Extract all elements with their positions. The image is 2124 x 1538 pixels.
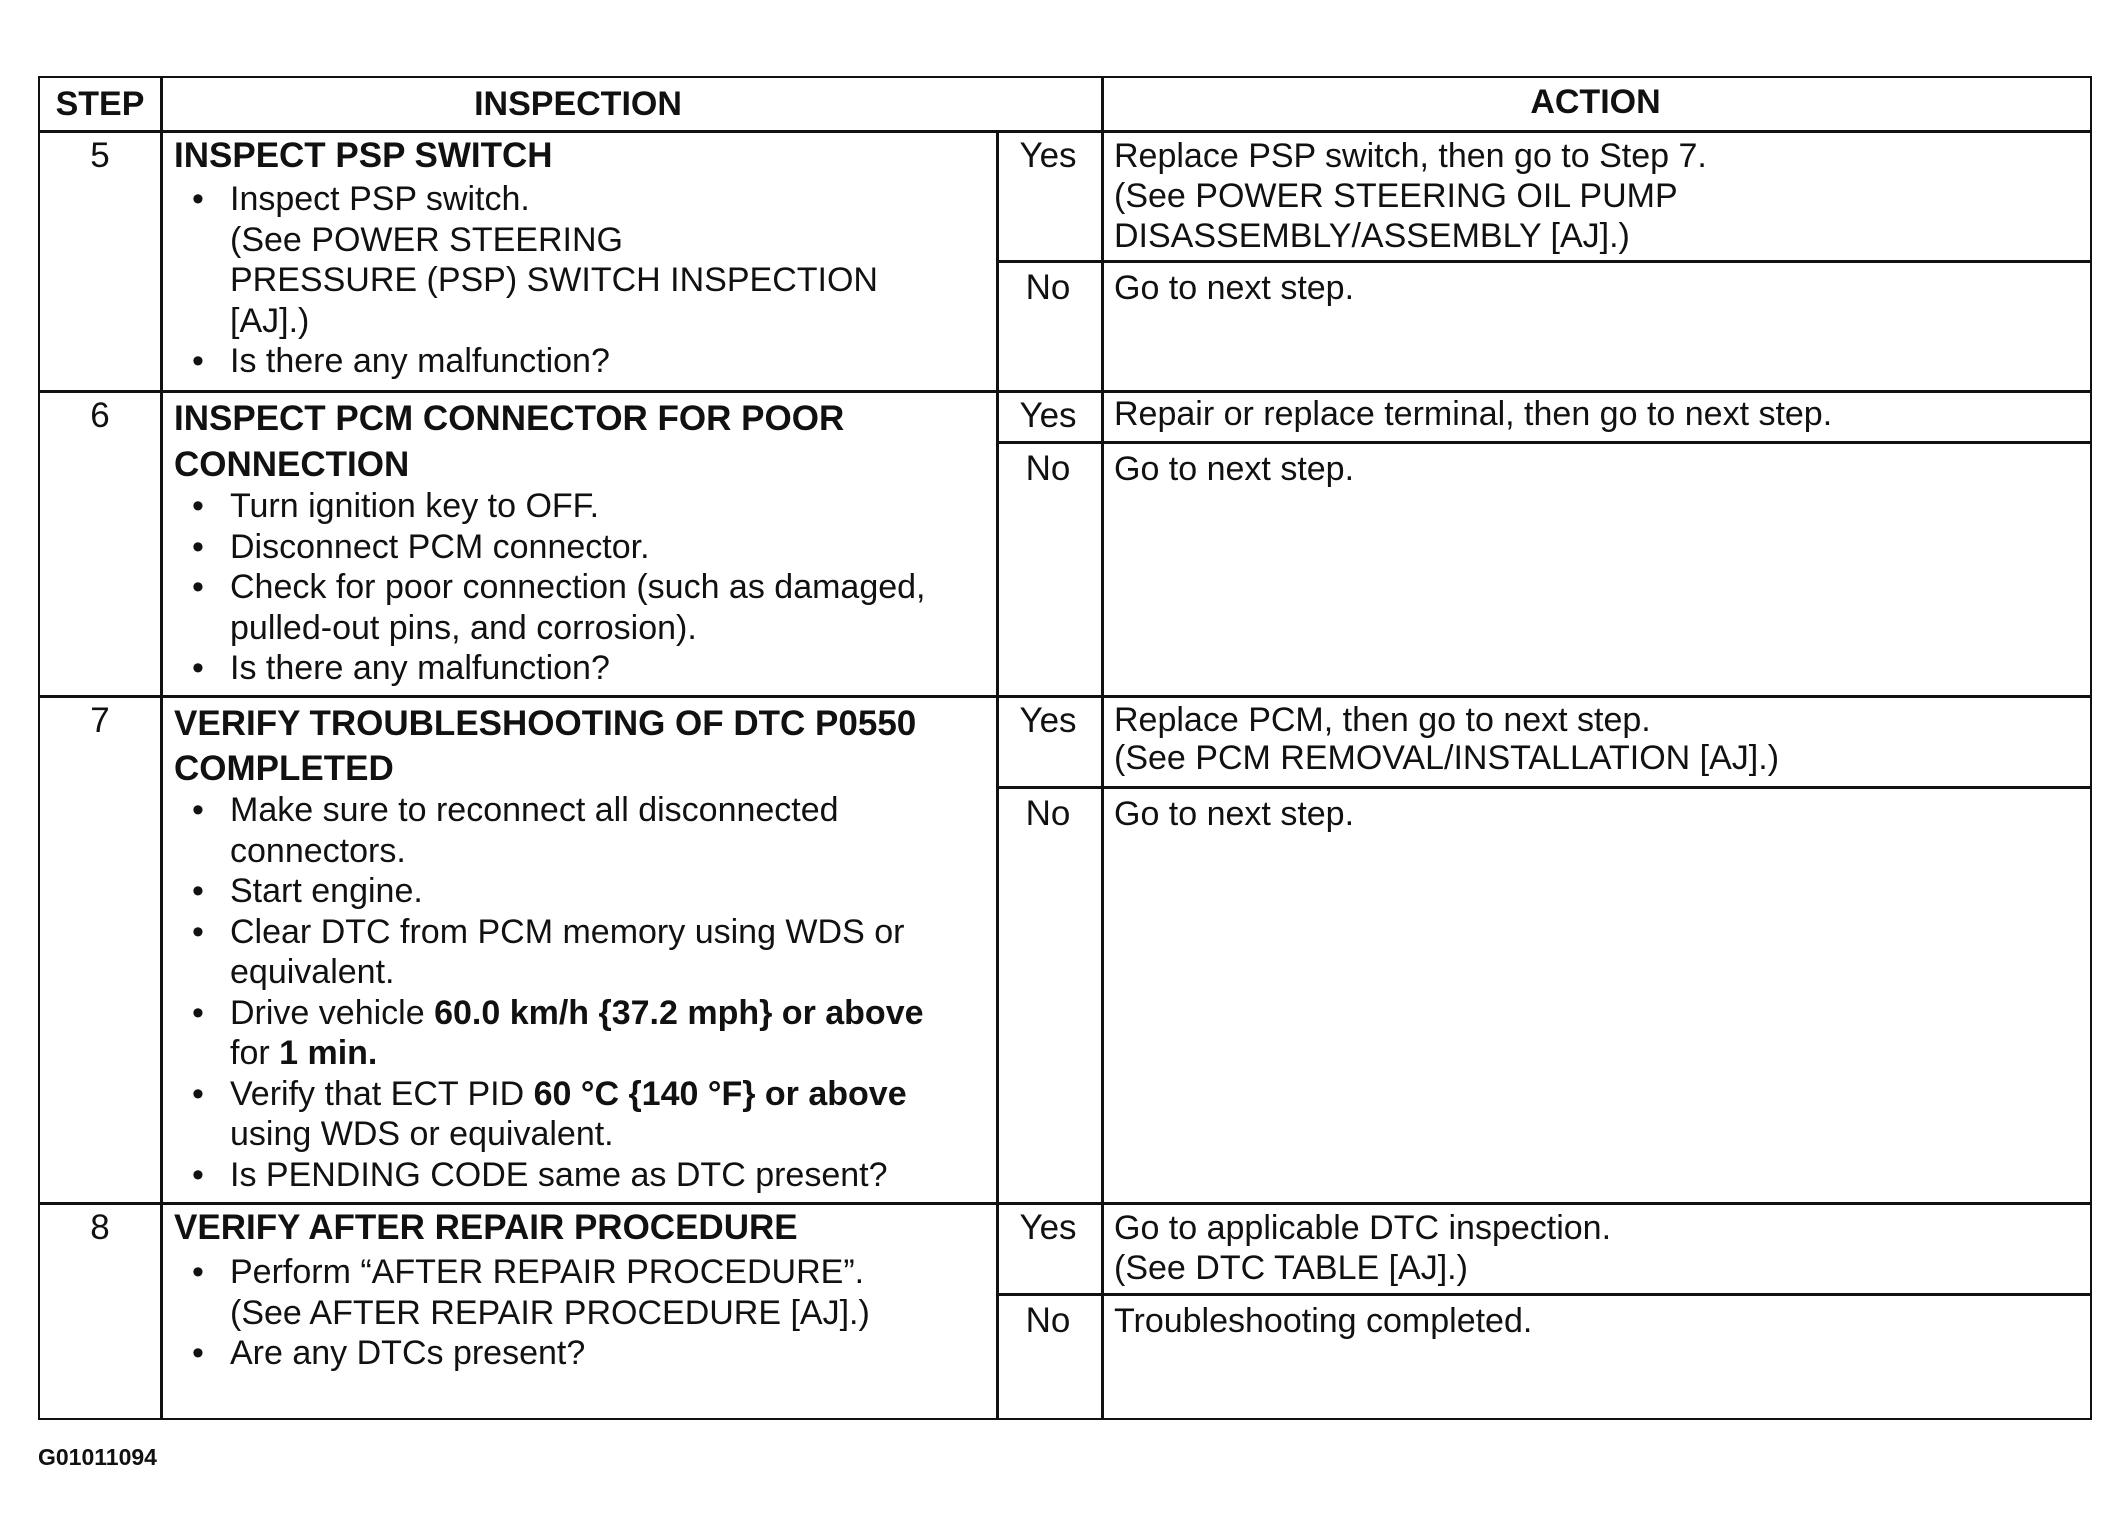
action-line: (See PCM REMOVAL/INSTALLATION [AJ].): [1114, 739, 1780, 777]
bullet-continuation: (See AFTER REPAIR PROCEDURE [AJ].): [230, 1293, 870, 1332]
action-line: Go to next step.: [1114, 269, 1355, 307]
action-line: (See POWER STEERING OIL PUMP: [1114, 177, 1678, 215]
step-number: 5: [90, 136, 110, 175]
step-bullets: [174, 1252, 870, 1374]
yes-action: [1114, 394, 1832, 434]
bullet-continuation: pulled-out pins, and corrosion).: [230, 608, 697, 647]
row5-yesno-divider: [996, 260, 2090, 263]
bullet-text: Verify that ECT PID: [230, 1074, 534, 1113]
action-line: (See DTC TABLE [AJ].): [1114, 1249, 1468, 1287]
action-line: Go to next step.: [1114, 795, 1355, 833]
step-title-line: VERIFY TROUBLESHOOTING OF DTC P0550: [174, 704, 917, 743]
yes-label: Yes: [1019, 1208, 1077, 1247]
bullet-item: • Perform “AFTER REPAIR PROCEDURE”.: [174, 1252, 870, 1293]
bullet-item: • Disconnect PCM connector.: [174, 527, 926, 568]
no-label: No: [1025, 794, 1071, 833]
action-line: Go to next step.: [1114, 450, 1355, 488]
action-line: Repair or replace terminal, then go to next step.: [1114, 395, 1833, 433]
step-number: 7: [90, 701, 110, 740]
step-title-line: INSPECT PCM CONNECTOR FOR POOR: [174, 399, 845, 438]
header-inspection: INSPECTION: [474, 85, 682, 123]
step-title: [174, 701, 916, 791]
bullet-item: • Is there any malfunction?: [174, 648, 926, 689]
no-action: [1114, 794, 1354, 834]
header-divider: [40, 130, 2090, 133]
bullet-item: [174, 1074, 924, 1115]
action-line: Replace PCM, then go to next step.: [1114, 701, 1651, 739]
step-bullets: [174, 486, 926, 689]
action-line: Go to applicable DTC inspection.: [1114, 1209, 1612, 1247]
step-bullets: [174, 179, 878, 382]
col-divider-step: [160, 78, 163, 1418]
bullet-continuation: connectors.: [230, 831, 406, 870]
no-label: No: [1025, 449, 1071, 488]
row6-divider: [40, 695, 2090, 698]
bullet-bold-text: 60.0 km/h {37.2 mph} or above: [434, 993, 924, 1032]
yes-label: Yes: [1019, 396, 1077, 435]
step-number: 6: [90, 396, 110, 435]
yes-action: [1114, 136, 1707, 256]
bullet-item: • Is PENDING CODE same as DTC present?: [174, 1155, 924, 1196]
bullet-continuation: using WDS or equivalent.: [230, 1115, 614, 1153]
bullet-item: • Clear DTC from PCM memory using WDS or: [174, 912, 924, 953]
bullet-item: • Check for poor connection (such as damaged,: [174, 567, 926, 608]
bullet-item: • Turn ignition key to OFF.: [174, 486, 926, 527]
row5-divider: [40, 390, 2090, 393]
bullet-continuation: (See POWER STEERING: [230, 220, 623, 259]
yes-action: [1114, 701, 1779, 777]
bullet-item: • Make sure to reconnect all disconnected: [174, 790, 924, 831]
figure-id: G01011094: [38, 1444, 157, 1470]
no-action: [1114, 1301, 1532, 1341]
bullet-item: [174, 993, 924, 1034]
action-line: Troubleshooting completed.: [1114, 1302, 1533, 1340]
action-line: DISASSEMBLY/ASSEMBLY [AJ].): [1114, 217, 1630, 255]
bullet-bold-text: 60 °C {140 °F} or above: [533, 1074, 907, 1113]
bullet-continuation: equivalent.: [230, 953, 395, 991]
no-label: No: [1025, 1301, 1071, 1340]
step-number: 8: [90, 1208, 110, 1247]
row8-yesno-divider: [996, 1293, 2090, 1296]
row7-divider: [40, 1202, 2090, 1205]
yes-label: Yes: [1019, 701, 1077, 740]
bullet-continuation: PRESSURE (PSP) SWITCH INSPECTION: [230, 261, 878, 299]
troubleshooting-table: [38, 76, 2092, 1420]
step-title: VERIFY AFTER REPAIR PROCEDURE: [174, 1208, 798, 1247]
step-title-line: COMPLETED: [174, 749, 394, 788]
step-title: INSPECT PSP SWITCH: [174, 136, 553, 175]
no-label: No: [1025, 268, 1071, 307]
no-action: [1114, 268, 1354, 308]
yes-label: Yes: [1019, 136, 1077, 175]
yes-action: [1114, 1208, 1611, 1288]
row6-yesno-divider: [996, 441, 2090, 444]
header-step: STEP: [55, 85, 145, 123]
bullet-text: for: [230, 1034, 280, 1072]
bullet-bold-text: 1 min.: [279, 1034, 378, 1072]
no-action: [1114, 449, 1354, 489]
bullet-continuation: [AJ].): [230, 301, 310, 340]
bullet-item: • Start engine.: [174, 871, 924, 912]
step-title: [174, 396, 844, 488]
bullet-item: • Is there any malfunction?: [174, 341, 878, 382]
header-action: ACTION: [1530, 83, 1661, 121]
bullet-item: • Inspect PSP switch.: [174, 179, 878, 220]
row7-yesno-divider: [996, 786, 2090, 789]
action-line: Replace PSP switch, then go to Step 7.: [1114, 137, 1707, 175]
step-title-line: CONNECTION: [174, 445, 410, 484]
col-divider-action: [1101, 78, 1104, 1418]
step-bullets: [174, 790, 924, 1195]
bullet-continuation: [174, 1033, 924, 1074]
bullet-text: Drive vehicle: [230, 993, 435, 1032]
bullet-item: • Are any DTCs present?: [174, 1333, 870, 1374]
